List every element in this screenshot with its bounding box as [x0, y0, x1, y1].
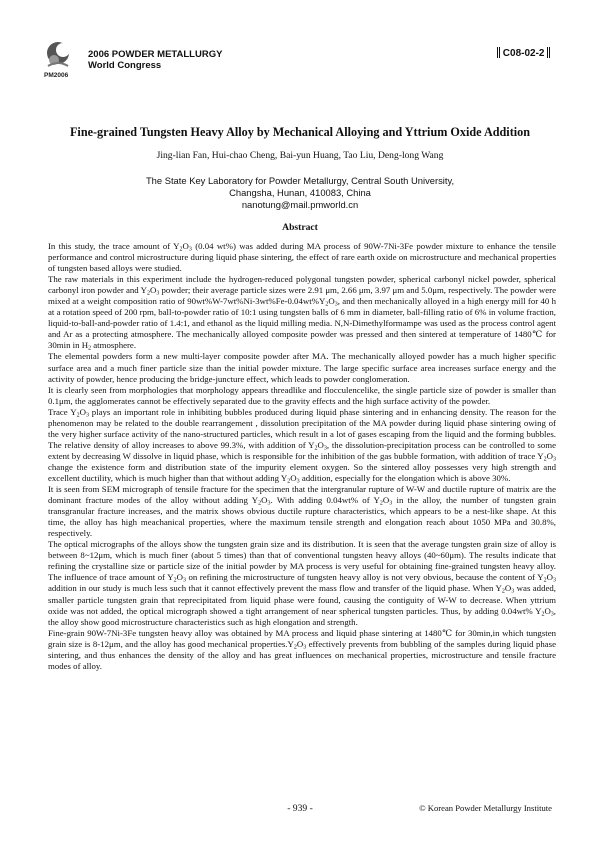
- paper-code-text: C08-02-2: [502, 48, 545, 59]
- abstract-paragraph: The raw materials in this experiment include the hydrogen-reduced polygonal tungsten powder, spherical carbonyl nickel powder, spherical carbonyl iron powder and $Y_2O_3$ powder; their average particle sizes were 2.91 μm, 2.66 μm, 3.97 μm and 5.0μm, respectively. The powder were mixed at a weight composition ratio of $90wt\%W-7wt\%Ni-3wt\%Fe-0.04wt\%Y_2O_3$, and then mechanically alloyed in a high energy mill for 40 h at a rotation speed of 200 rpm, ball-to-powder ratio of 10:1 using tungsten balls of 6 mm in diameter, ball-filling ratio of 6% in volume fraction, liquid-to-ball-and-powder ratio of 1.4:1, and ethanol as the liquid milling media. N,N-Dimethylformampe was used as the process control agent and Ar as a protecting atmosphere. The mechanically alloyed composite powder was pressed and then sintered at temperature of 1480℃ for 30min in $H_2$ atmosphere.: [48, 274, 556, 352]
- abstract-heading: Abstract: [282, 222, 318, 233]
- paper-code: [497, 47, 550, 59]
- abstract-paragraph: The optical micrographs of the alloys show the tungsten grain size and its distribution. It is seen that the average tungsten grain size of alloy is between 8~12μm, which is much finer (about 5 times) than that of conventional tungsten heavy alloys (40~60μm). The results indicate that refining the crystalline size or particle size of the initial powder by MA process is very useful for obtaining fine-grained tungsten heavy alloy. The influence of trace amount of $Y_2O_3$ on refining the microstructure of tungsten heavy alloy is not very obvious, because the content of $Y_2O_3$ addition in our study is much less such that it cannot effectively prevent the mass flow and transfer of the liquid phase. When $Y_2O_3$ was added, smaller particle tungsten grain that reprecipitated from liquid phase were found, causing the contiguity of W-W to decrease. When yttrium oxide was not added, the optical micrograph showed a tight arrangement of near spherical tungsten particles. Thus, by adding 0.04wt% $Y_2O_3$, the alloy show good microstructure characteristics such as high elongation and strength.: [48, 539, 556, 627]
- conference-line-1: 2006 POWDER METALLURGY: [88, 49, 223, 60]
- affiliation-email: nanotung@mail.pmworld.cn: [241, 198, 359, 210]
- authors: Jing-lian Fan, Hui-chao Cheng, Bai-yun Huang, Tao Liu, Deng-long Wang: [156, 150, 444, 161]
- abstract-paragraph: It is seen from SEM micrograph of tensile fracture for the specimen that the intergranular rupture of W-W and ductile rupture of matrix are the dominant fracture modes of the alloy without adding $Y_2O_3$. With adding 0.04wt% of $Y_2O_3$ in the alloy, the number of tungsten grain transgranular fracture increases, and the matrix shows obvious ductile rupture characteristics, which appears to be a nest-like shape. At this time, the alloy has high meachanical properties, where the maximum tensile strength and elongation reach about 1050 MPa and 30.8%, respectively.: [48, 484, 557, 539]
- abstract-paragraph: It is clearly seen from morphologies that morphology appears threadlike and flocculencelike, the single particle size of powder is smaller than 0.1μm, the agglomerates cannot be effectively separated due to the gravity effects and the high surface activity of the powder.: [48, 384, 556, 406]
- conference-name: [88, 49, 222, 71]
- affiliation: [0, 175, 600, 210]
- abstract-paragraph: In this study, the trace amount of $Y_2O_3$ (0.04 wt%) was added during MA process of 90W-7Ni-3Fe powder mixture to enhance the tensile performance and control microstructure during liquid phase sintering, the effect of rare earth oxide on microstructure and mechanical properties of tungsten based alloys were studied.: [48, 241, 557, 274]
- affiliation-line-2: Changsha, Hunan, 410083, China: [229, 186, 371, 198]
- page-number: - 939 -: [287, 803, 313, 814]
- code-bars-icon: [497, 47, 500, 58]
- abstract-paragraph: Trace $Y_2O_3$ plays an important role in inhibiting bubbles produced during liquid phase sintering and in enhancing density. The reason for the phenomenon may be related to the double rearrangement , dissolution precipitation of the MA powder during liquid phase sintering owing of the very higher surface activity of the nano-structured particles, which result in a lot of gases escaping from the liquid and the forming bubbles. The relative density of alloy increases to above 99.3%, with addition of $Y_2O_3$, the dissolution-precipitation process can be controlled to some extent by decreasing W dissolve in liquid phase, which is responsible for the inhibition of the gas bubble formation, with addition of trace $Y_2O_3$ change the existence form and distribution state of the impurity element oxygen. So the sintered alloy possesses very high strength and excellent ductility, which is much higher than that without adding $Y_2O_3$ addition, especially for the elongation which is above 30%.: [48, 406, 556, 485]
- affiliation-line-1: The State Key Laboratory for Powder Metallurgy, Central South University,: [145, 175, 455, 186]
- conference-line-2: World Congress: [88, 60, 162, 71]
- abstract-paragraph: The elemental powders form a new multi-layer composite powder after MA. The mechanically alloyed powder has a much higher specific surface area and a much finer particle size than the initial powder mixture. The large specific surface area increases surface energy and the activity of powder, hence producing the bridge-juncture effect, which leads to powder conglomeration.: [48, 351, 556, 384]
- logo-text: PM2006: [44, 72, 69, 79]
- code-bars-icon: [547, 47, 550, 58]
- abstract-paragraph: Fine-grain 90W-7Ni-3Fe tungsten heavy alloy was obtained by MA process and liquid phase sintering at 1480℃ for 30min,in which tungsten grain size is 8-12μm, and the alloy has good mechanical $properties.Y_2O_3$ effectively prevents from bubbling of the samples during liquid phase sintering, and thus enhances the density of the alloy and has great influences on mechanical properties, microstructure and tensile fracture modes of alloy.: [48, 627, 556, 671]
- abstract-body: [48, 241, 556, 672]
- paper-title: Fine-grained Tungsten Heavy Alloy by Mechanical Alloying and Yttrium Oxide Addition: [69, 125, 531, 139]
- copyright: © Korean Powder Metallurgy Institute: [419, 803, 552, 813]
